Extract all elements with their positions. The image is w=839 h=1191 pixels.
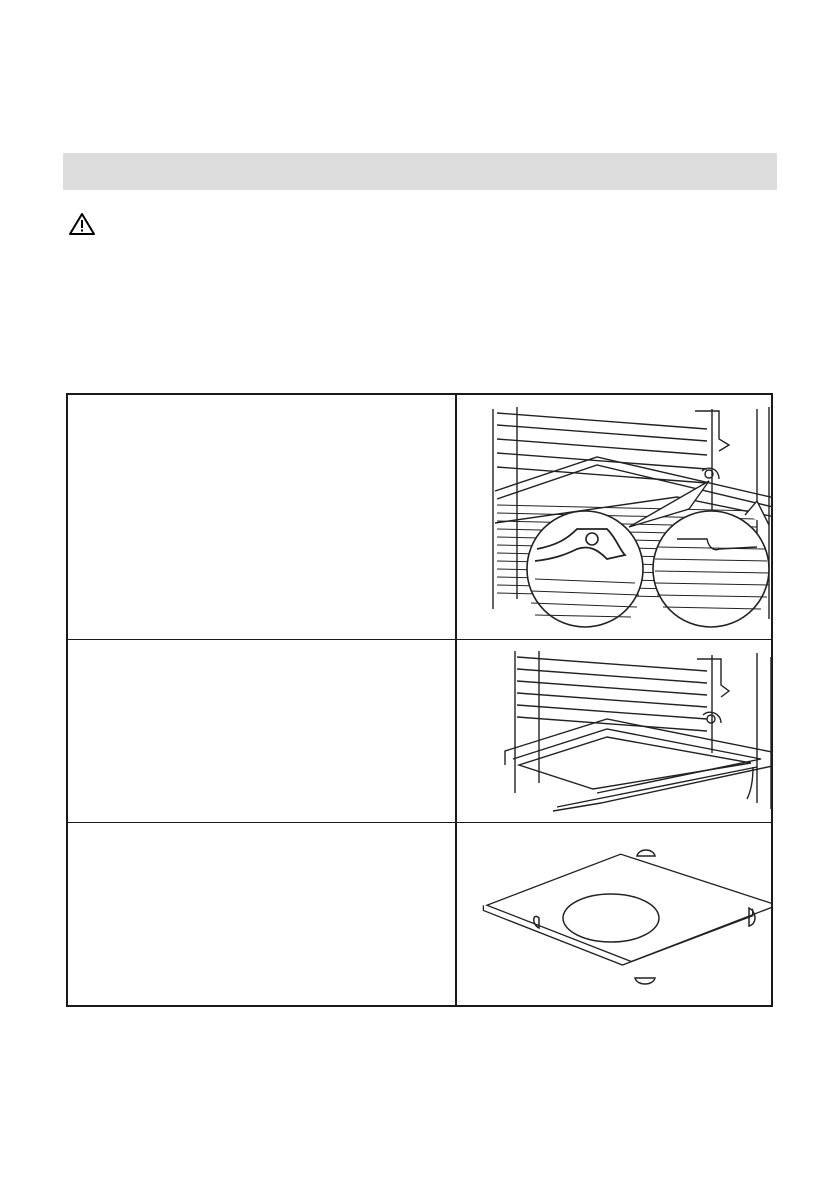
baking-tray-illustration — [457, 643, 773, 819]
table-row-divider — [68, 822, 771, 823]
section-heading-bar — [63, 153, 777, 190]
baking-stone-illustration — [457, 826, 773, 1004]
table-row-divider — [68, 639, 771, 640]
accessories-table — [66, 393, 773, 1007]
warning-icon — [68, 212, 96, 236]
wire-shelf-illustration — [457, 399, 773, 637]
